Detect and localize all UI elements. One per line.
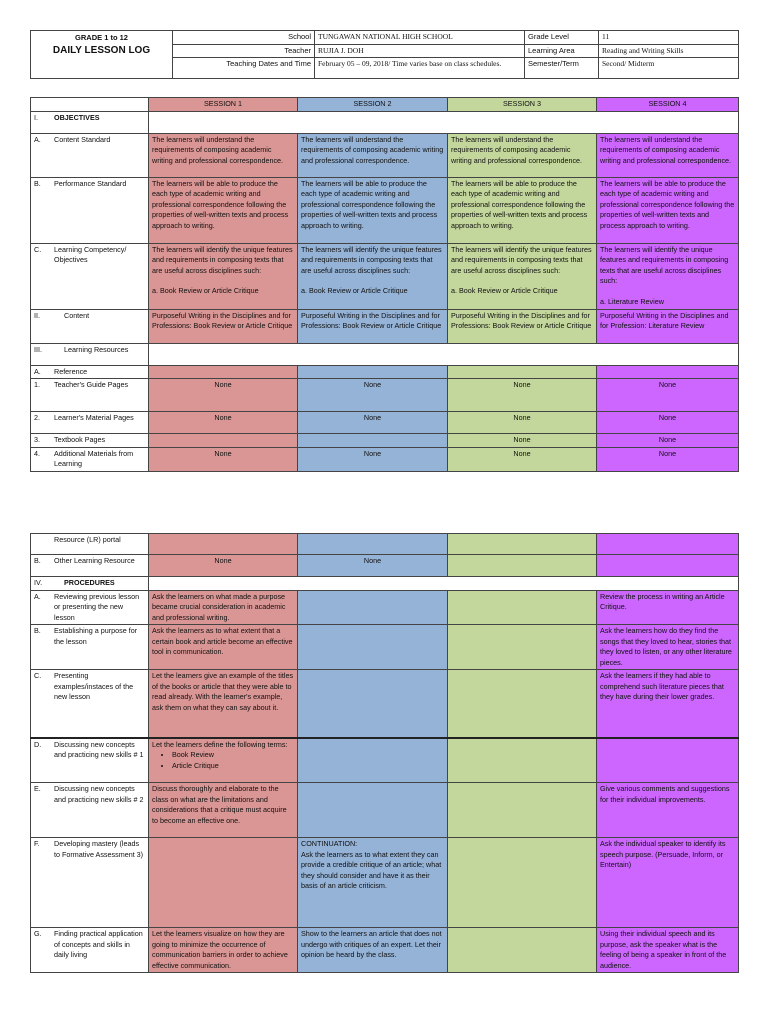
procedure-a-number: A.	[34, 591, 41, 601]
procedures-label	[31, 577, 149, 591]
objectives-text: OBJECTIVES	[54, 112, 100, 122]
learning-area-value: Reading and Writing Skills	[599, 44, 739, 58]
textbook-label	[31, 434, 149, 448]
additional-materials-label	[31, 447, 149, 471]
procedure-f-s2-heading: CONTINUATION:	[301, 839, 358, 848]
competency-s1-item: a. Book Review or Article Critique	[152, 286, 259, 295]
teacher-value: RUJIA J. DOH	[315, 44, 525, 58]
procedure-f-s2-text: Ask the learners as to what extent they can provide a credible critique of an article; what they should consider and have it as their basis of an article criticism.	[301, 849, 442, 890]
teachers-guide-s1: None	[149, 379, 298, 412]
procedure-c-text: Presenting examples/instaces of the new lesson	[54, 671, 134, 701]
reference-s3	[448, 365, 597, 379]
procedure-g-s4: Using their individual speech and its purpose, ask the speaker what is the feeling of being a speaker in front of the audience.	[597, 928, 739, 973]
procedure-e-s4: Give various comments and suggestions for their individual improvements.	[597, 783, 739, 838]
content-standard-text: Content Standard	[54, 134, 111, 144]
competency-s3-item: a. Book Review or Article Critique	[451, 286, 558, 295]
procedure-e-number: E.	[34, 784, 41, 793]
textbook-text: Textbook Pages	[54, 435, 106, 444]
procedure-a-s2	[298, 590, 448, 625]
resources-blank	[149, 343, 739, 365]
learners-material-label	[31, 412, 149, 434]
performance-standard-s1: The learners will be able to produce the each type of academic writing and professional correspondence following the properties of well-written texts and process approach to writing.	[149, 177, 298, 243]
additional-materials-s2: None	[298, 447, 448, 471]
header-table	[30, 30, 739, 79]
learners-material-s2: None	[298, 412, 448, 434]
procedure-c-s2	[298, 670, 448, 738]
resources-label	[31, 343, 149, 365]
additional-materials-number: 4.	[34, 448, 40, 458]
reference-label	[31, 365, 149, 379]
competency-label	[31, 243, 149, 309]
resources-text: Learning Resources	[64, 344, 129, 354]
other-resource-s4	[597, 555, 739, 577]
textbook-s3: None	[448, 434, 597, 448]
reference-s4	[597, 365, 739, 379]
procedure-b-label	[31, 625, 149, 670]
content-standard-s2: The learners will understand the requirements of composing academic writing and professional correspondence.	[298, 133, 448, 177]
session-4-header: SESSION 4	[597, 98, 739, 112]
competency-s3	[448, 243, 597, 309]
session-3-header: SESSION 3	[448, 98, 597, 112]
reference-text: Reference	[54, 366, 88, 376]
objectives-label	[31, 111, 149, 133]
procedure-d-label	[31, 738, 149, 783]
competency-s3-text: The learners will identify the unique features and requirements in composing texts that are useful across disciplines such:	[451, 244, 592, 275]
content-standard-number: A.	[34, 134, 41, 144]
content-number: II.	[34, 310, 40, 320]
resources-number: III.	[34, 344, 42, 354]
other-resource-s3	[448, 555, 597, 577]
performance-standard-text: Performance Standard	[54, 178, 127, 188]
additional-materials-s3: None	[448, 447, 597, 471]
procedure-f-s2	[298, 838, 448, 928]
procedure-a-s3	[448, 590, 597, 625]
lr-portal-s3	[448, 534, 597, 555]
session-2-header: SESSION 2	[298, 98, 448, 112]
textbook-s4: None	[597, 434, 739, 448]
procedure-d-number: D.	[34, 739, 42, 749]
other-resource-number: B.	[34, 556, 41, 565]
teachers-guide-text: Teacher's Guide Pages	[54, 380, 129, 389]
lesson-table-part-1	[30, 97, 739, 472]
school-label: School	[173, 31, 315, 45]
procedure-c-s4: Ask the learners if they had able to comprehend such literature pieces that they have during their lower grades.	[597, 670, 739, 738]
procedure-b-s4: Ask the learners how do they find the songs that they loved to hear, stories that they loved to listen, or any other literature pieces.	[597, 625, 739, 670]
procedure-a-text: Reviewing previous lesson or presenting the new lesson	[54, 591, 140, 622]
learning-area-label: Learning Area	[525, 44, 599, 58]
procedure-d-s3	[448, 738, 597, 783]
content-standard-label	[31, 133, 149, 177]
school-value: TUNGAWAN NATIONAL HIGH SCHOOL	[315, 31, 525, 45]
teacher-label: Teacher	[173, 44, 315, 58]
competency-s4-text: The learners will identify the unique features and requirements in composing texts that are useful across disciplines such:	[600, 244, 729, 285]
procedure-e-s1: Discuss thoroughly and elaborate to the class on what are the limitations and considerations that a critique must acquire to become an effective one.	[149, 783, 298, 838]
learners-material-number: 2.	[34, 413, 40, 422]
performance-standard-number: B.	[34, 178, 41, 188]
document-title: DAILY LESSON LOG	[52, 44, 151, 56]
procedure-d-s1	[149, 738, 298, 783]
procedures-blank	[149, 577, 739, 591]
performance-standard-s2: The learners will be able to produce the each type of academic writing and professional correspondence following the properties of well-written texts and process approach to writing.	[298, 177, 448, 243]
dates-label: Teaching Dates and Time	[173, 58, 315, 79]
textbook-s1	[149, 434, 298, 448]
competency-s4-item: a. Literature Review	[600, 296, 664, 306]
procedure-b-text: Establishing a purpose for the lesson	[54, 626, 138, 646]
competency-text: Learning Competency/ Objectives	[54, 244, 127, 264]
procedure-b-number: B.	[34, 626, 41, 635]
lr-portal-s2	[298, 534, 448, 555]
procedure-g-s1: Let the learners visualize on how they are going to minimize the occurrence of communication barriers in order to achieve effective communication.	[149, 928, 298, 973]
competency-s2-item: a. Book Review or Article Critique	[301, 286, 408, 295]
title-cell	[31, 31, 173, 79]
objectives-number: I.	[34, 112, 38, 122]
procedure-c-number: C.	[34, 671, 42, 680]
lr-portal-text: Resource (LR) portal	[54, 535, 121, 544]
procedure-d-s1-text: Let the learners define the following terms:	[152, 739, 288, 749]
procedure-b-s2	[298, 625, 448, 670]
procedure-f-s3	[448, 838, 597, 928]
learners-material-text: Learner's Material Pages	[54, 413, 134, 422]
competency-s4	[597, 243, 739, 309]
grade-level-label: Grade Level	[525, 31, 599, 45]
learners-material-s1: None	[149, 412, 298, 434]
grade-range: GRADE 1 to 12	[75, 33, 128, 42]
objectives-blank	[149, 111, 739, 133]
reference-s1	[149, 365, 298, 379]
performance-standard-label	[31, 177, 149, 243]
procedures-number: IV.	[34, 578, 43, 587]
grade-level-value: 11	[599, 31, 739, 45]
other-resource-text: Other Learning Resource	[54, 556, 135, 565]
other-resource-s1: None	[149, 555, 298, 577]
procedure-c-s1: Let the learners give an example of the titles of the books or article that they were able to read already. With the learner's example, ask them on what they can say about it.	[149, 670, 298, 738]
content-standard-s4: The learners will understand the requirements of composing academic writing and professional correspondence.	[597, 133, 739, 177]
procedure-d-text: Discussing new concepts and practicing new skills # 1	[54, 739, 144, 759]
competency-number: C.	[34, 244, 42, 254]
procedure-g-s3	[448, 928, 597, 973]
textbook-number: 3.	[34, 435, 40, 444]
procedure-d-s4	[597, 738, 739, 783]
content-s4: Purposeful Writing in the Disciplines and for Profession: Literature Review	[597, 309, 739, 343]
procedure-g-s2: Show to the learners an article that does not undergo with critiques of an expert. Let their opinion be heard by the class.	[298, 928, 448, 973]
teachers-guide-s4: None	[597, 379, 739, 412]
other-resource-s2: None	[298, 555, 448, 577]
semester-label: Semester/Term	[525, 58, 599, 79]
lesson-table-part-2	[30, 533, 739, 973]
content-s3: Purposeful Writing in the Disciplines and for Professions: Book Review or Article Critique	[448, 309, 597, 343]
reference-number: A.	[34, 366, 41, 376]
additional-materials-s4: None	[597, 447, 739, 471]
procedure-a-s4: Review the process in writing an Article Critique.	[597, 590, 739, 625]
procedure-b-s3	[448, 625, 597, 670]
procedure-d-s2	[298, 738, 448, 783]
procedure-f-text: Developing mastery (leads to Formative Assessment 3)	[54, 839, 144, 859]
term-list	[152, 750, 294, 771]
procedure-b-s1: Ask the learners as to what extent that a certain book and article become an effective tool in communication.	[149, 625, 298, 670]
procedures-text: PROCEDURES	[64, 578, 115, 587]
content-standard-s1: The learners will understand the requirements of composing academic writing and professional correspondence.	[149, 133, 298, 177]
procedure-g-number: G.	[34, 929, 42, 938]
competency-s2-text: The learners will identify the unique features and requirements in composing texts that are useful across disciplines such:	[301, 244, 442, 275]
procedure-g-label	[31, 928, 149, 973]
procedure-f-s1	[149, 838, 298, 928]
additional-materials-s1: None	[149, 447, 298, 471]
procedure-g-text: Finding practical application of concepts and skills in daily living	[54, 929, 143, 959]
procedure-f-s4: Ask the individual speaker to identify its speech purpose. (Persuade, Inform, or Entertain)	[597, 838, 739, 928]
teachers-guide-label	[31, 379, 149, 412]
blank-header-cell	[31, 98, 149, 112]
procedure-f-number: F.	[34, 839, 40, 848]
other-resource-label	[31, 555, 149, 577]
competency-s1-text: The learners will identify the unique features and requirements in composing texts that are useful across disciplines such:	[152, 244, 293, 275]
lr-portal-s1	[149, 534, 298, 555]
content-s2: Purposeful Writing in the Disciplines and for Professions: Book Review or Article Critique	[298, 309, 448, 343]
competency-s2	[298, 243, 448, 309]
performance-standard-s3: The learners will be able to produce the each type of academic writing and professional correspondence following the properties of well-written texts and process approach to writing.	[448, 177, 597, 243]
procedure-a-label	[31, 590, 149, 625]
competency-s1	[149, 243, 298, 309]
learners-material-s4: None	[597, 412, 739, 434]
content-standard-s3: The learners will understand the requirements of composing academic writing and professional correspondence.	[448, 133, 597, 177]
teachers-guide-s2: None	[298, 379, 448, 412]
procedure-e-s2	[298, 783, 448, 838]
additional-materials-text: Additional Materials from Learning	[54, 448, 134, 468]
procedure-f-label	[31, 838, 149, 928]
procedure-e-text: Discussing new concepts and practicing new skills # 2	[54, 784, 144, 804]
term-item: • Article Critique	[172, 761, 294, 772]
procedure-a-s1: Ask the learners on what made a purpose became crucial consideration in academic and professional writing.	[149, 590, 298, 625]
session-1-header: SESSION 1	[149, 98, 298, 112]
content-text: Content	[64, 310, 90, 320]
procedure-e-s3	[448, 783, 597, 838]
textbook-s2	[298, 434, 448, 448]
learners-material-s3: None	[448, 412, 597, 434]
lr-portal-label	[31, 534, 149, 555]
procedure-c-s3	[448, 670, 597, 738]
reference-s2	[298, 365, 448, 379]
lr-portal-s4	[597, 534, 739, 555]
semester-value: Second/ Midterm	[599, 58, 739, 79]
teachers-guide-number: 1.	[34, 380, 40, 389]
procedure-c-label	[31, 670, 149, 738]
procedure-e-label	[31, 783, 149, 838]
content-label	[31, 309, 149, 343]
content-s1: Purposeful Writing in the Disciplines and for Professions: Book Review or Article Critique	[149, 309, 298, 343]
term-item: • Book Review	[172, 750, 294, 761]
teachers-guide-s3: None	[448, 379, 597, 412]
dates-value: February 05 – 09, 2018/ Time varies base on class schedules.	[315, 58, 525, 79]
performance-standard-s4: The learners will be able to produce the each type of academic writing and professional correspondence following the properties of well-written texts and process approach to writing.	[597, 177, 739, 243]
